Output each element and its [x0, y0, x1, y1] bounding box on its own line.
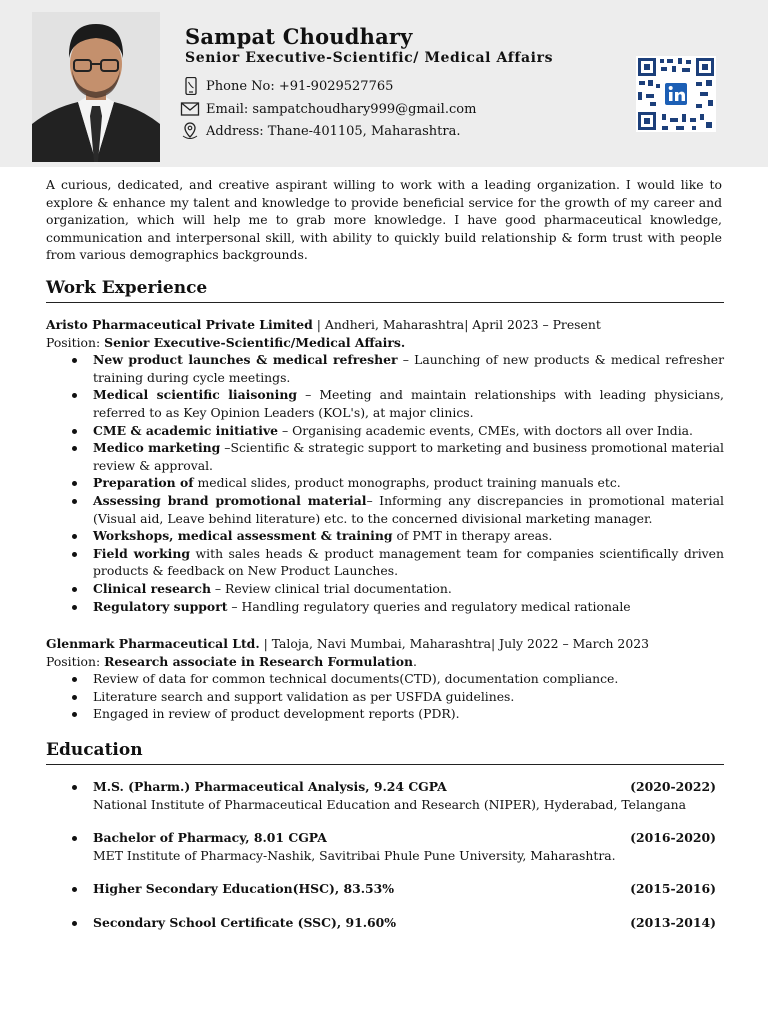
list-item: Clinical research – Review clinical trial documentation.: [93, 580, 724, 598]
education-item: [46, 778, 724, 813]
list-item: Regulatory support – Handling regulatory queries and regulatory medical rationale: [93, 598, 724, 616]
institution: MET Institute of Pharmacy-Nashik, Savitribai Phule Pune University, Maharashtra.: [93, 847, 616, 863]
job-entry: [46, 316, 724, 615]
profile-photo: [32, 12, 160, 162]
list-item: Field working with sales heads & product management team for companies scientifically driven products & feedback on New Product Launches.: [93, 545, 724, 579]
work-experience-heading: Work Experience: [46, 278, 208, 298]
position-label: Position:: [46, 653, 105, 669]
degree: Higher Secondary Education(HSC), 83.53%: [93, 881, 395, 896]
candidate-title: Senior Executive-Scientific/ Medical Affairs: [185, 50, 554, 66]
list-item: Medical scientific liaisoning – Meeting and maintain relationships with leading physicians, referred to as Key Opinion Leaders (KOL's), at major clinics.: [93, 387, 724, 420]
job-meta: | Andheri, Maharashtra| April 2023 – Present: [312, 317, 601, 332]
section-divider: [46, 302, 724, 303]
candidate-name: Sampat Choudhary: [185, 24, 413, 49]
phone-icon: [180, 77, 202, 95]
position-label: Position:: [46, 334, 105, 350]
years: (2020-2022): [630, 779, 716, 794]
company-name: Aristo Pharmaceutical Private Limited: [46, 317, 313, 332]
list-item: Preparation of medical slides, product monographs, product training manuals etc.: [93, 474, 724, 492]
list-item: Assessing brand promotional material– Informing any discrepancies in promotional material (Visual aid, Leave behind literature) etc. to the concerned divisional marketing manager.: [93, 492, 724, 526]
education-heading: Education: [46, 740, 143, 760]
degree: Secondary School Certificate (SSC), 91.60%: [93, 915, 397, 930]
job-bullets: [46, 351, 724, 615]
profile-summary: A curious, dedicated, and creative aspirant willing to work with a leading organization. I would like to explore & enhance my talent and knowledge to provide beneficial service for the growth of my career and organization, which will help me to grab more knowledge. I have good pharmaceutical knowledge, communication and interpersonal skill, with ability to quickly build relationship & form trust with people from various demographics backgrounds.: [46, 177, 722, 263]
location-icon: [180, 122, 202, 140]
job-bullets: [46, 670, 724, 723]
list-item: Literature search and support validation as per USFDA guidelines.: [93, 688, 724, 706]
email-row: [180, 100, 476, 118]
institution: National Institute of Pharmaceutical Education and Research (NIPER), Hyderabad, Telangana: [93, 796, 686, 812]
job-company-line: [46, 316, 724, 334]
phone-row: [180, 77, 393, 95]
job-position-line: Position: Research associate in Research Formulation.: [46, 653, 417, 669]
education-item: [46, 829, 724, 864]
job-entry: [46, 635, 724, 723]
list-item: Review of data for common technical documents(CTD), documentation compliance.: [93, 670, 724, 688]
years: (2016-2020): [630, 830, 716, 845]
list-item: New product launches & medical refresher – Launching of new products & medical refresher training during cycle meetings.: [93, 352, 725, 385]
degree: Bachelor of Pharmacy, 8.01 CGPA: [93, 830, 327, 845]
years: (2015-2016): [630, 881, 716, 896]
address-row: [180, 122, 460, 140]
list-item: Workshops, medical assessment & training of PMT in therapy areas.: [93, 527, 724, 545]
phone-text: Phone No: +91-9029527765: [206, 78, 394, 94]
years: (2013-2014): [630, 915, 716, 930]
education-item: [46, 880, 724, 898]
resume-header: [0, 0, 768, 167]
qr-code-icon[interactable]: [636, 56, 716, 132]
position-title: Research associate in Research Formulation: [104, 653, 413, 669]
address-text: Address: Thane-401105, Maharashtra.: [206, 123, 461, 139]
list-item: Engaged in review of product development reports (PDR).: [93, 705, 724, 723]
list-item: CME & academic initiative – Organising academic events, CMEs, with doctors all over India.: [93, 422, 724, 440]
job-company-line: [46, 635, 724, 653]
linkedin-icon: [665, 83, 687, 105]
email-icon: [180, 100, 202, 118]
position-title: Senior Executive-Scientific/Medical Affairs.: [104, 334, 406, 350]
email-text[interactable]: Email: sampatchoudhary999@gmail.com: [206, 101, 477, 117]
education-item: [46, 914, 724, 932]
section-divider: [46, 764, 724, 765]
degree: M.S. (Pharm.) Pharmaceutical Analysis, 9.24 CGPA: [93, 779, 447, 794]
company-name: Glenmark Pharmaceutical Ltd.: [46, 636, 260, 651]
job-meta: | Taloja, Navi Mumbai, Maharashtra| July 2022 – March 2023: [259, 636, 649, 651]
list-item: Medico marketing –Scientific & strategic support to marketing and business promotional material review & approval.: [93, 440, 724, 473]
job-position-line: [46, 334, 724, 352]
